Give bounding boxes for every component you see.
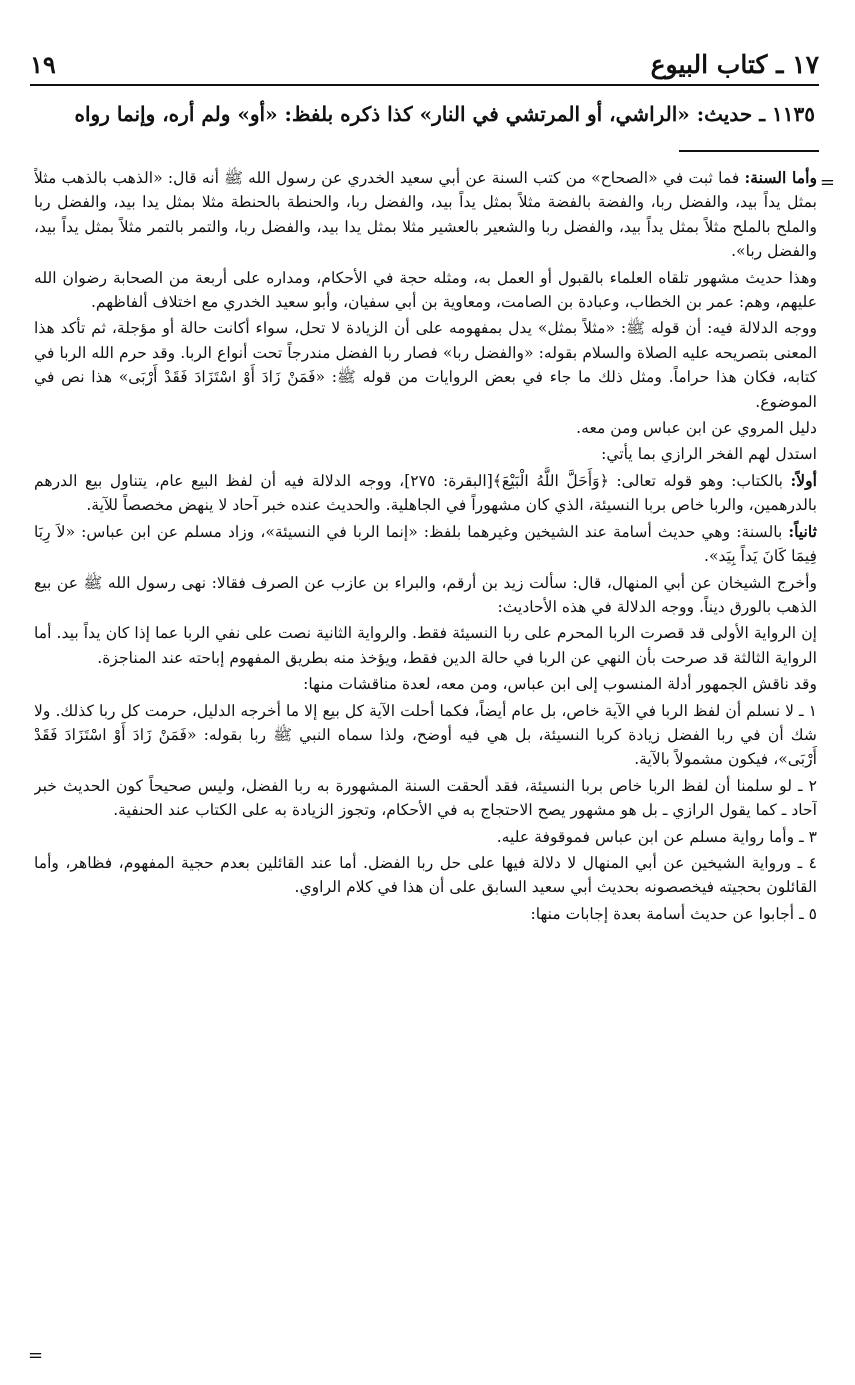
- note-lead: ثانياً:: [788, 521, 817, 541]
- note-text: فما ثبت في «الصحاح» من كتب السنة عن أبي سعيد الخدري عن رسول الله ﷺ أنه قال: «الذهب بالذهب مثلاً بمثل يداً بيد، والفضل ربا، والفضة بالفضة مثلاً بمثل يداً بيد، والفضل ربا، والحنطة بالحنطة مثلا بمثل يدا بيد، والفضل ربا والملح بالملح مثلاً بمثل يداً بيد، والفضل ربا والشعير بالعشير مثلا بمثل يدا بيد، والفضل ربا، والتمر بالتمر مثلاً بمثل يداً بيد، والفضل ربا».: [34, 169, 817, 261]
- note-paragraph: [34, 851, 817, 900]
- note-paragraph: [34, 825, 817, 849]
- note-lead: وأما السنة:: [744, 168, 817, 187]
- note-paragraph: [34, 672, 817, 696]
- page-number: ١٩: [30, 50, 56, 79]
- note-paragraph: [34, 316, 817, 414]
- note-text: وهذا حديث مشهور تلقاه العلماء بالقبول أو العمل به، ومثله حجة في الأحكام، ومداره على أربعة من الصحابة رضوان الله عليهم، وهم: عمر بن الخطاب، وعبادة بن الصامت، ومعاوية بن أبي سفيان، وأبو سعيد الخدري مع اختلاف ألفاظهم.: [34, 268, 817, 312]
- note-text: ١ ـ لا نسلم أن لفظ الربا في الآية خاص، بل عام أيضاً، فكما أحلت الآية كل بيع إلا ما أخرجه الدليل، حرمت كل ربا كذلك. ولا شك أن في ربا الفضل زيادة كربا النسيئة، بل هي فيه أوضح، ولذا سماه النبي ﷺ ربا بقوله: «فَمَنْ زَادَ أَوْ اسْتَزَادَ فَقَدْ أَرْبَى»، فيكون مشمولاً بالآية.: [34, 701, 817, 769]
- continuation-mark-bottom: =: [28, 1345, 44, 1366]
- note-paragraph: [34, 774, 817, 823]
- note-text: ٣ ـ وأما رواية مسلم عن ابن عباس فموقوفة عليه.: [496, 827, 817, 846]
- hadith-number: ١١٣٥ ـ: [759, 102, 815, 126]
- book-title: ١٧ ـ كتاب البيوع: [650, 50, 819, 79]
- hadith-text: حديث: «الراشي، أو المرتشي في النار» كذا ذكره بلفظ: «أو» ولم أره، وإنما رواه: [74, 102, 753, 126]
- note-paragraph: [34, 699, 817, 772]
- note-paragraph: [34, 416, 817, 440]
- note-text: استدل لهم الفخر الرازي بما يأتي:: [601, 445, 817, 464]
- note-paragraph: [34, 621, 817, 670]
- note-text: وأخرج الشيخان عن أبي المنهال، قال: سألت زيد بن أرقم، والبراء بن عازب عن الصرف فقالا: نهى رسول الله ﷺ عن بيع الذهب بالورق ديناً. ووجه الدلالة في هذه الأحاديث:: [34, 573, 817, 616]
- note-text: بالسنة: وهي حديث أسامة عند الشيخين وغيرهما بلفظ: «إنما الربا في النسيئة»، وزاد مسلم عن ابن عباس: «لاَ رِبَا فِيمَا كَانَ يَداً بِيَد».: [34, 522, 817, 566]
- note-text: ٥ ـ أجابوا عن حديث أسامة بعدة إجابات منها:: [530, 904, 817, 923]
- note-text: ٢ ـ لو سلمنا أن لفظ الربا خاص بربا النسيئة، فقد ألحقت السنة المشهورة به ربا الفضل، وليس صحيحاً كون الحديث خبر آحاد ـ كما يقول الرازي ـ بل هو مشهور يصح الاحتجاج به في الأحكام، وتجوز الزيادة به على الكتاب عند الحنفية.: [34, 776, 817, 820]
- note-lead: أولاً:: [790, 470, 817, 490]
- note-paragraph: [34, 166, 817, 264]
- note-text: دليل المروي عن ابن عباس ومن معه.: [576, 419, 817, 438]
- main-text-line: [30, 98, 815, 130]
- note-paragraph: [34, 902, 817, 926]
- note-paragraph: [34, 266, 817, 315]
- footnotes: [34, 166, 817, 1365]
- note-text: ووجه الدلالة فيه: أن قوله ﷺ: «مثلاً بمثل» يدل بمفهومه على أن الزيادة لا تحل، سواء أكانت حالة أو مؤجلة، ثم تأكد هذا المعنى بتصريحه عليه الصلاة والسلام بقوله: «والفضل ربا» فصار ربا الفضل مندرجاً تحت أنواع الربا. وقد حرم الله الربا في كتابه، فكان هذا حراماً. ومثل ذلك ما جاء في بعض الروايات من قوله ﷺ: «فَمَنْ زَادَ أَوْ اسْتَزَادَ فَقَدْ أَرْبَى» هذا نص في الموضوع.: [34, 319, 817, 411]
- note-text: ٤ ـ ورواية الشيخين عن أبي المنهال لا دلالة فيها على حل ربا الفضل. أما عند القائلين بعدم حجية المفهوم، فظاهر، وأما القائلون بحجيته فيخصصونه بحديث أبي سعيد السابق على أن هذا في كلام الراوي.: [34, 853, 817, 897]
- note-text: بالكتاب: وهو قوله تعالى: ﴿وَأَحَلَّ اللَّهُ الْبَيْعَ﴾[البقرة: ٢٧٥]، ووجه الدلالة فيه أن لفظ البيع عام، يتناول بيع الدرهم بالدرهمين، والربا خاص بربا النسيئة، الذي كان مشهوراً في الجاهلية. والحديث عنده خبر آحاد لا ينهض مخصصاً للآية.: [34, 471, 817, 515]
- continuation-mark-top: =: [819, 172, 835, 193]
- note-paragraph: [34, 442, 817, 466]
- note-text: وقد ناقش الجمهور أدلة المنسوب إلى ابن عباس، ومن معه، لعدة مناقشات منها:: [303, 675, 817, 694]
- note-text: إن الرواية الأولى قد قصرت الربا المحرم على ربا النسيئة فقط. والرواية الثانية نصت على نفي الربا عما إذا كان يداً بيد. أما الرواية الثالثة قد صرحت بأن النهي عن الربا في حالة الدين فقط، ويؤخذ منه بطريق المفهوم إباحته عند المناجزة.: [34, 624, 817, 667]
- footnote-separator: [679, 150, 819, 152]
- note-paragraph: [34, 469, 817, 518]
- note-paragraph: [34, 571, 817, 620]
- note-paragraph: [34, 520, 817, 569]
- page-header: [30, 44, 819, 86]
